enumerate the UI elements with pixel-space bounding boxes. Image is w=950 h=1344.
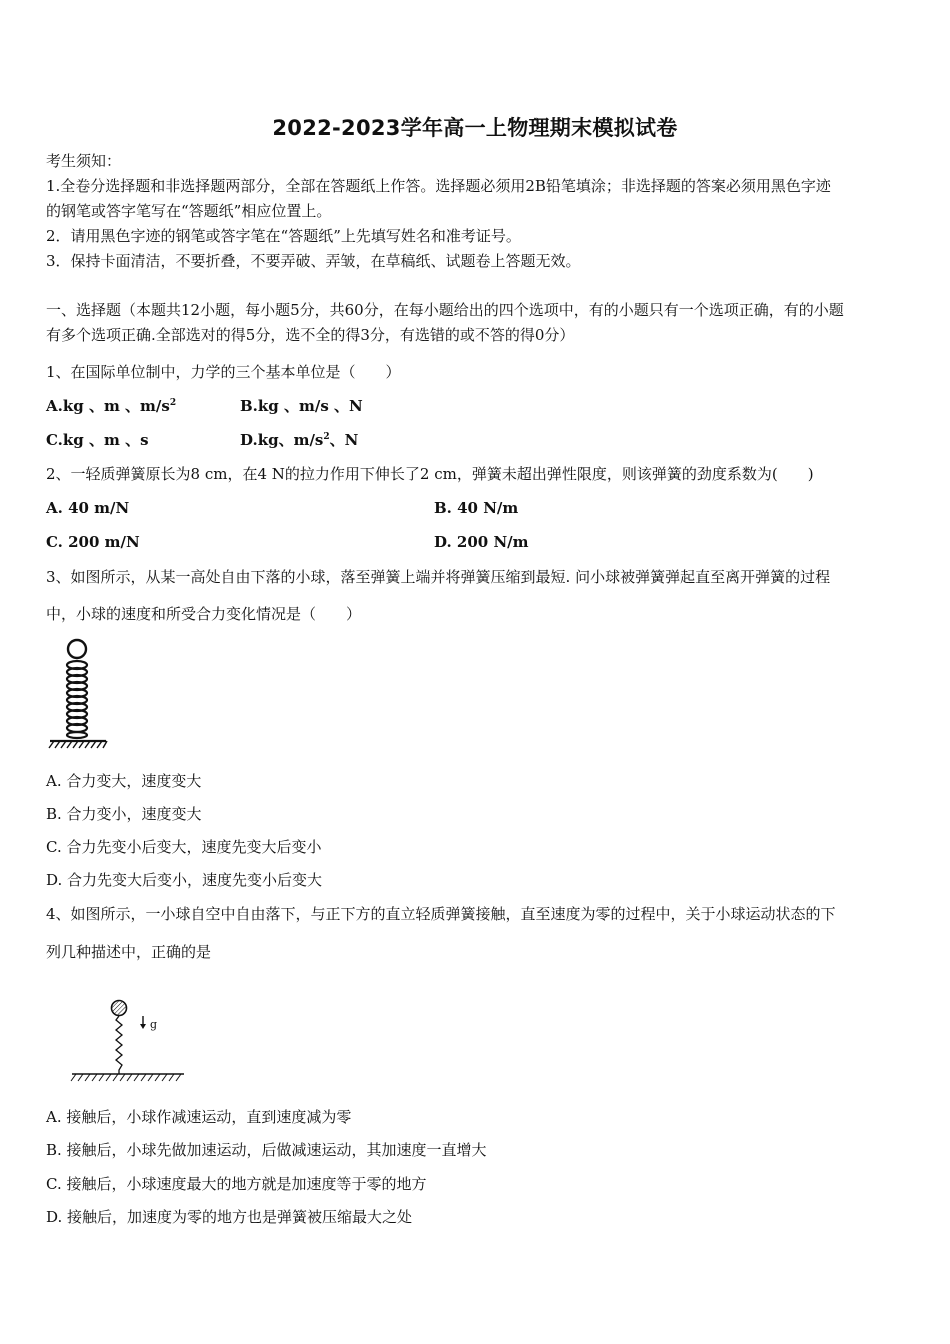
- section-heading-cont: 有多个选项正确.全部选对的得5分，选不全的得3分，有选错的或不答的得0分）: [46, 326, 575, 344]
- q2-option-b: B. 40 N/m: [434, 499, 519, 517]
- ground-hatch: [71, 1074, 181, 1081]
- q4-stem: 4、如图所示，一小球自空中自由落下，与正下方的直立轻质弹簧接触，直至速度为零的过程中，关于小球运动状态的下: [46, 905, 836, 923]
- ball-shape: [68, 640, 86, 658]
- q3-stem: 3、如图所示，从某一高处自由下落的小球，落至弹簧上端并将弹簧压缩到最短. 问小球被弹簧弹起直至离开弹簧的过程: [46, 568, 831, 586]
- notice-item-3: 3．保持卡面清洁，不要折叠，不要弄破、弄皱，在草稿纸、试题卷上答题无效。: [46, 252, 581, 270]
- q3-option-b: B. 合力变小，速度变大: [46, 805, 202, 823]
- notice-item-1-cont: 的钢笔或答字笔写在“答题纸”相应位置上。: [46, 202, 332, 220]
- ball-shape: [112, 1001, 127, 1016]
- notice-item-1: 1.全卷分选择题和非选择题两部分，全部在答题纸上作答。选择题必须用2B铅笔填涂；非选择题的答案必须用黑色字迹: [46, 177, 831, 195]
- q3-option-d: D. 合力先变大后变小，速度先变小后变大: [46, 871, 323, 889]
- q2-option-d: D. 200 N/m: [434, 533, 529, 551]
- q1-option-d: D.kg、$m/s^2$、N: [240, 431, 359, 449]
- gravity-label: g: [150, 1018, 158, 1031]
- q3-stem-cont: 中，小球的速度和所受合力变化情况是（ ）: [46, 605, 362, 623]
- q4-option-d: D. 接触后，加速度为零的地方也是弹簧被压缩最大之处: [46, 1208, 413, 1226]
- q1-option-b: B.kg 、m/s 、N: [240, 397, 363, 415]
- q3-option-a: A. 合力变大，速度变大: [46, 772, 202, 790]
- notice-item-2: 2．请用黑色字迹的钢笔或答字笔在“答题纸”上先填写姓名和准考证号。: [46, 227, 521, 245]
- q3-option-c: C. 合力先变小后变大，速度先变大后变小: [46, 838, 322, 856]
- q4-option-c: C. 接触后，小球速度最大的地方就是加速度等于零的地方: [46, 1175, 427, 1193]
- notice-heading: 考生须知：: [46, 152, 122, 170]
- q4-option-b: B. 接触后，小球先做加速运动，后做减速运动，其加速度一直增大: [46, 1141, 487, 1159]
- spring-coil: [67, 661, 87, 738]
- ball-spring-figure-1: [46, 636, 110, 750]
- spring-zigzag: [116, 1016, 122, 1074]
- page-title: 2022-2023学年高一上物理期末模拟试卷: [272, 116, 678, 140]
- q1-option-c: C.kg 、m 、s: [46, 431, 149, 449]
- q2-option-c: C. 200 m/N: [46, 533, 140, 551]
- section-heading: 一、选择题（本题共12小题，每小题5分，共60分，在每小题给出的四个选项中，有的小题只有一个选项正确，有的小题: [46, 301, 844, 319]
- ball-spring-figure-2: [66, 994, 190, 1086]
- q4-stem-cont: 列几种描述中，正确的是: [46, 943, 212, 961]
- q1-option-a: A.kg 、m 、$m/s^2$: [46, 397, 177, 415]
- q1-stem: 1、在国际单位制中，力学的三个基本单位是（ ）: [46, 363, 401, 381]
- q2-option-a: A. 40 m/N: [46, 499, 130, 517]
- q2-stem: 2、一轻质弹簧原长为8 cm，在4 N的拉力作用下伸长了2 cm，弹簧未超出弹性限度，则该弹簧的劲度系数为( ): [46, 465, 814, 483]
- q4-option-a: A. 接触后，小球作减速运动，直到速度减为零: [46, 1108, 352, 1126]
